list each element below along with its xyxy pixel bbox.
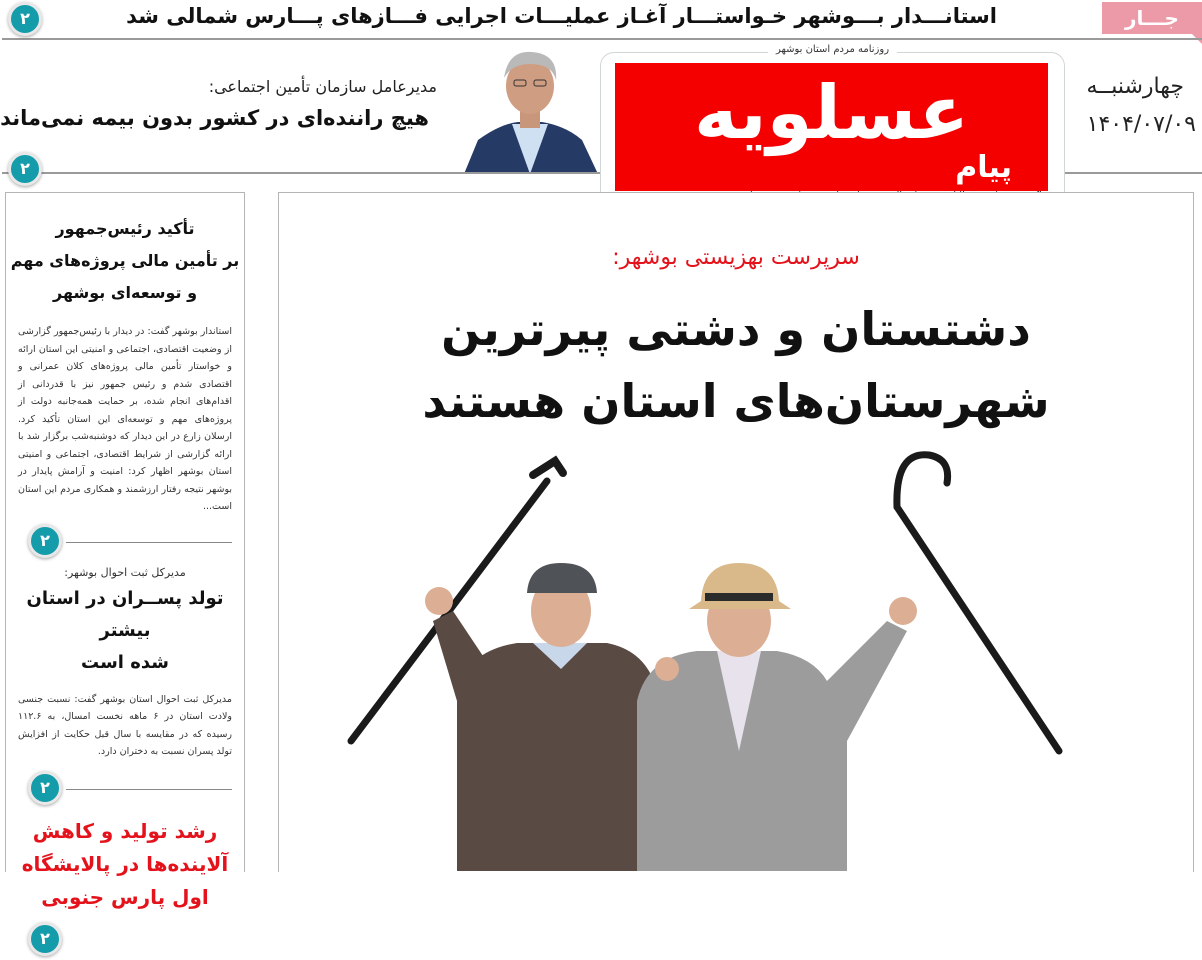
story-headline: تأکید رئیس‌جمهور بر تأمین مالی پروژه‌های مهم و توسعه‌ای بوشهر <box>10 219 240 302</box>
insurance-headline[interactable]: هیچ راننده‌ای در کشور بدون بیمه نمی‌ماند <box>0 106 429 130</box>
separator <box>6 769 244 809</box>
separator <box>6 920 244 960</box>
story-kicker: مدیرکل ثبت احوال بوشهر: <box>64 565 186 579</box>
sidebar-column <box>5 192 245 948</box>
story-body: استاندار بوشهر گفت: در دیدار با رئیس‌جمهور گزارشی از وضعیت اقتصادی، اجتماعی و امنیتی این استان ارائه و خواستار تأمین مالی پروژه‌های کلان عمرانی و اقتصادی شدم و رئیس جمهور نیز با قدردانی از اقدام‌های انجام شده، بر حمایت همه‌جانبه دولت از پروژه‌های مهم و توسعه‌ای این استان تأکید کرد. ارسلان زارع در این دیدار که دوشنبه‌شب برگزار شد با ارائه گزارشی از شرایط اقتصادی، اجتماعی و امنیتی استان بوشهر اظهار کرد: امنیت و آرامش پایدار در بوشهر نتیجه رفتار ارزشمند و همکاری مردم این استان است... <box>18 326 232 512</box>
newspaper-logo[interactable] <box>615 63 1048 191</box>
main-photo <box>309 451 1073 872</box>
top-teaser-headline[interactable]: استانـــدار بـــوشهر خـواستـــار آغـاز عملیـــات اجرایی فـــازهای پـــارس شمالی شد <box>126 4 997 28</box>
divider <box>2 38 1202 40</box>
elderly-men-photo-icon <box>307 451 1073 871</box>
person-photo-icon <box>460 44 598 174</box>
page-ref-badge[interactable]: ۲ <box>28 922 62 956</box>
main-kicker: سرپرست بهزیستی بوشهر: <box>612 245 860 270</box>
logo-main-text: عسلویه <box>693 70 970 156</box>
executive-portrait <box>460 44 598 174</box>
story-headline: تولد پســران در استان بیشتر شده است <box>26 587 224 673</box>
page-ref-badge[interactable]: ۲ <box>28 524 62 558</box>
issue-date: ۱۴۰۴/۰۷/۰۹ <box>1086 112 1196 137</box>
divider <box>2 172 602 174</box>
page-ref-badge[interactable]: ۲ <box>8 2 42 36</box>
top-teaser-bar <box>2 0 1202 40</box>
section-badge: جـــار <box>1102 2 1202 34</box>
divider <box>1065 172 1202 174</box>
logo-prefix-text: پیام <box>955 150 1012 185</box>
page-ref-badge[interactable]: ۲ <box>8 152 42 186</box>
story-headline: رشد تولید و کاهش آلاینده‌ها در پالایشگاه اول پارس جنوبی <box>21 818 229 909</box>
insurance-kicker: مدیرعامل سازمان تأمین اجتماعی: <box>208 77 437 96</box>
separator <box>6 522 244 562</box>
main-headline: دشتستان و دشتی پیرترین شهرستان‌های استان هستند <box>422 302 1050 428</box>
page-ref-badge[interactable]: ۲ <box>28 771 62 805</box>
masthead <box>600 44 1065 215</box>
tagline: روزنامه مردم استان بوشهر <box>601 44 1064 55</box>
sidebar-story-3[interactable] <box>6 809 244 914</box>
main-story[interactable] <box>278 192 1194 872</box>
sidebar-story-2[interactable] <box>6 562 244 761</box>
weekday: چهارشنبــه <box>1086 74 1184 99</box>
sidebar-story-1[interactable] <box>6 193 244 516</box>
story-body: مدیرکل ثبت احوال استان بوشهر گفت: نسبت جنسی ولادت استان در ۶ ماهه نخست امسال، به ۱۱۲.۶ رسیده که در مقایسه با سال قبل حکایت از افزایش تولد پسران نسبت به دختران دارد. <box>18 693 232 757</box>
